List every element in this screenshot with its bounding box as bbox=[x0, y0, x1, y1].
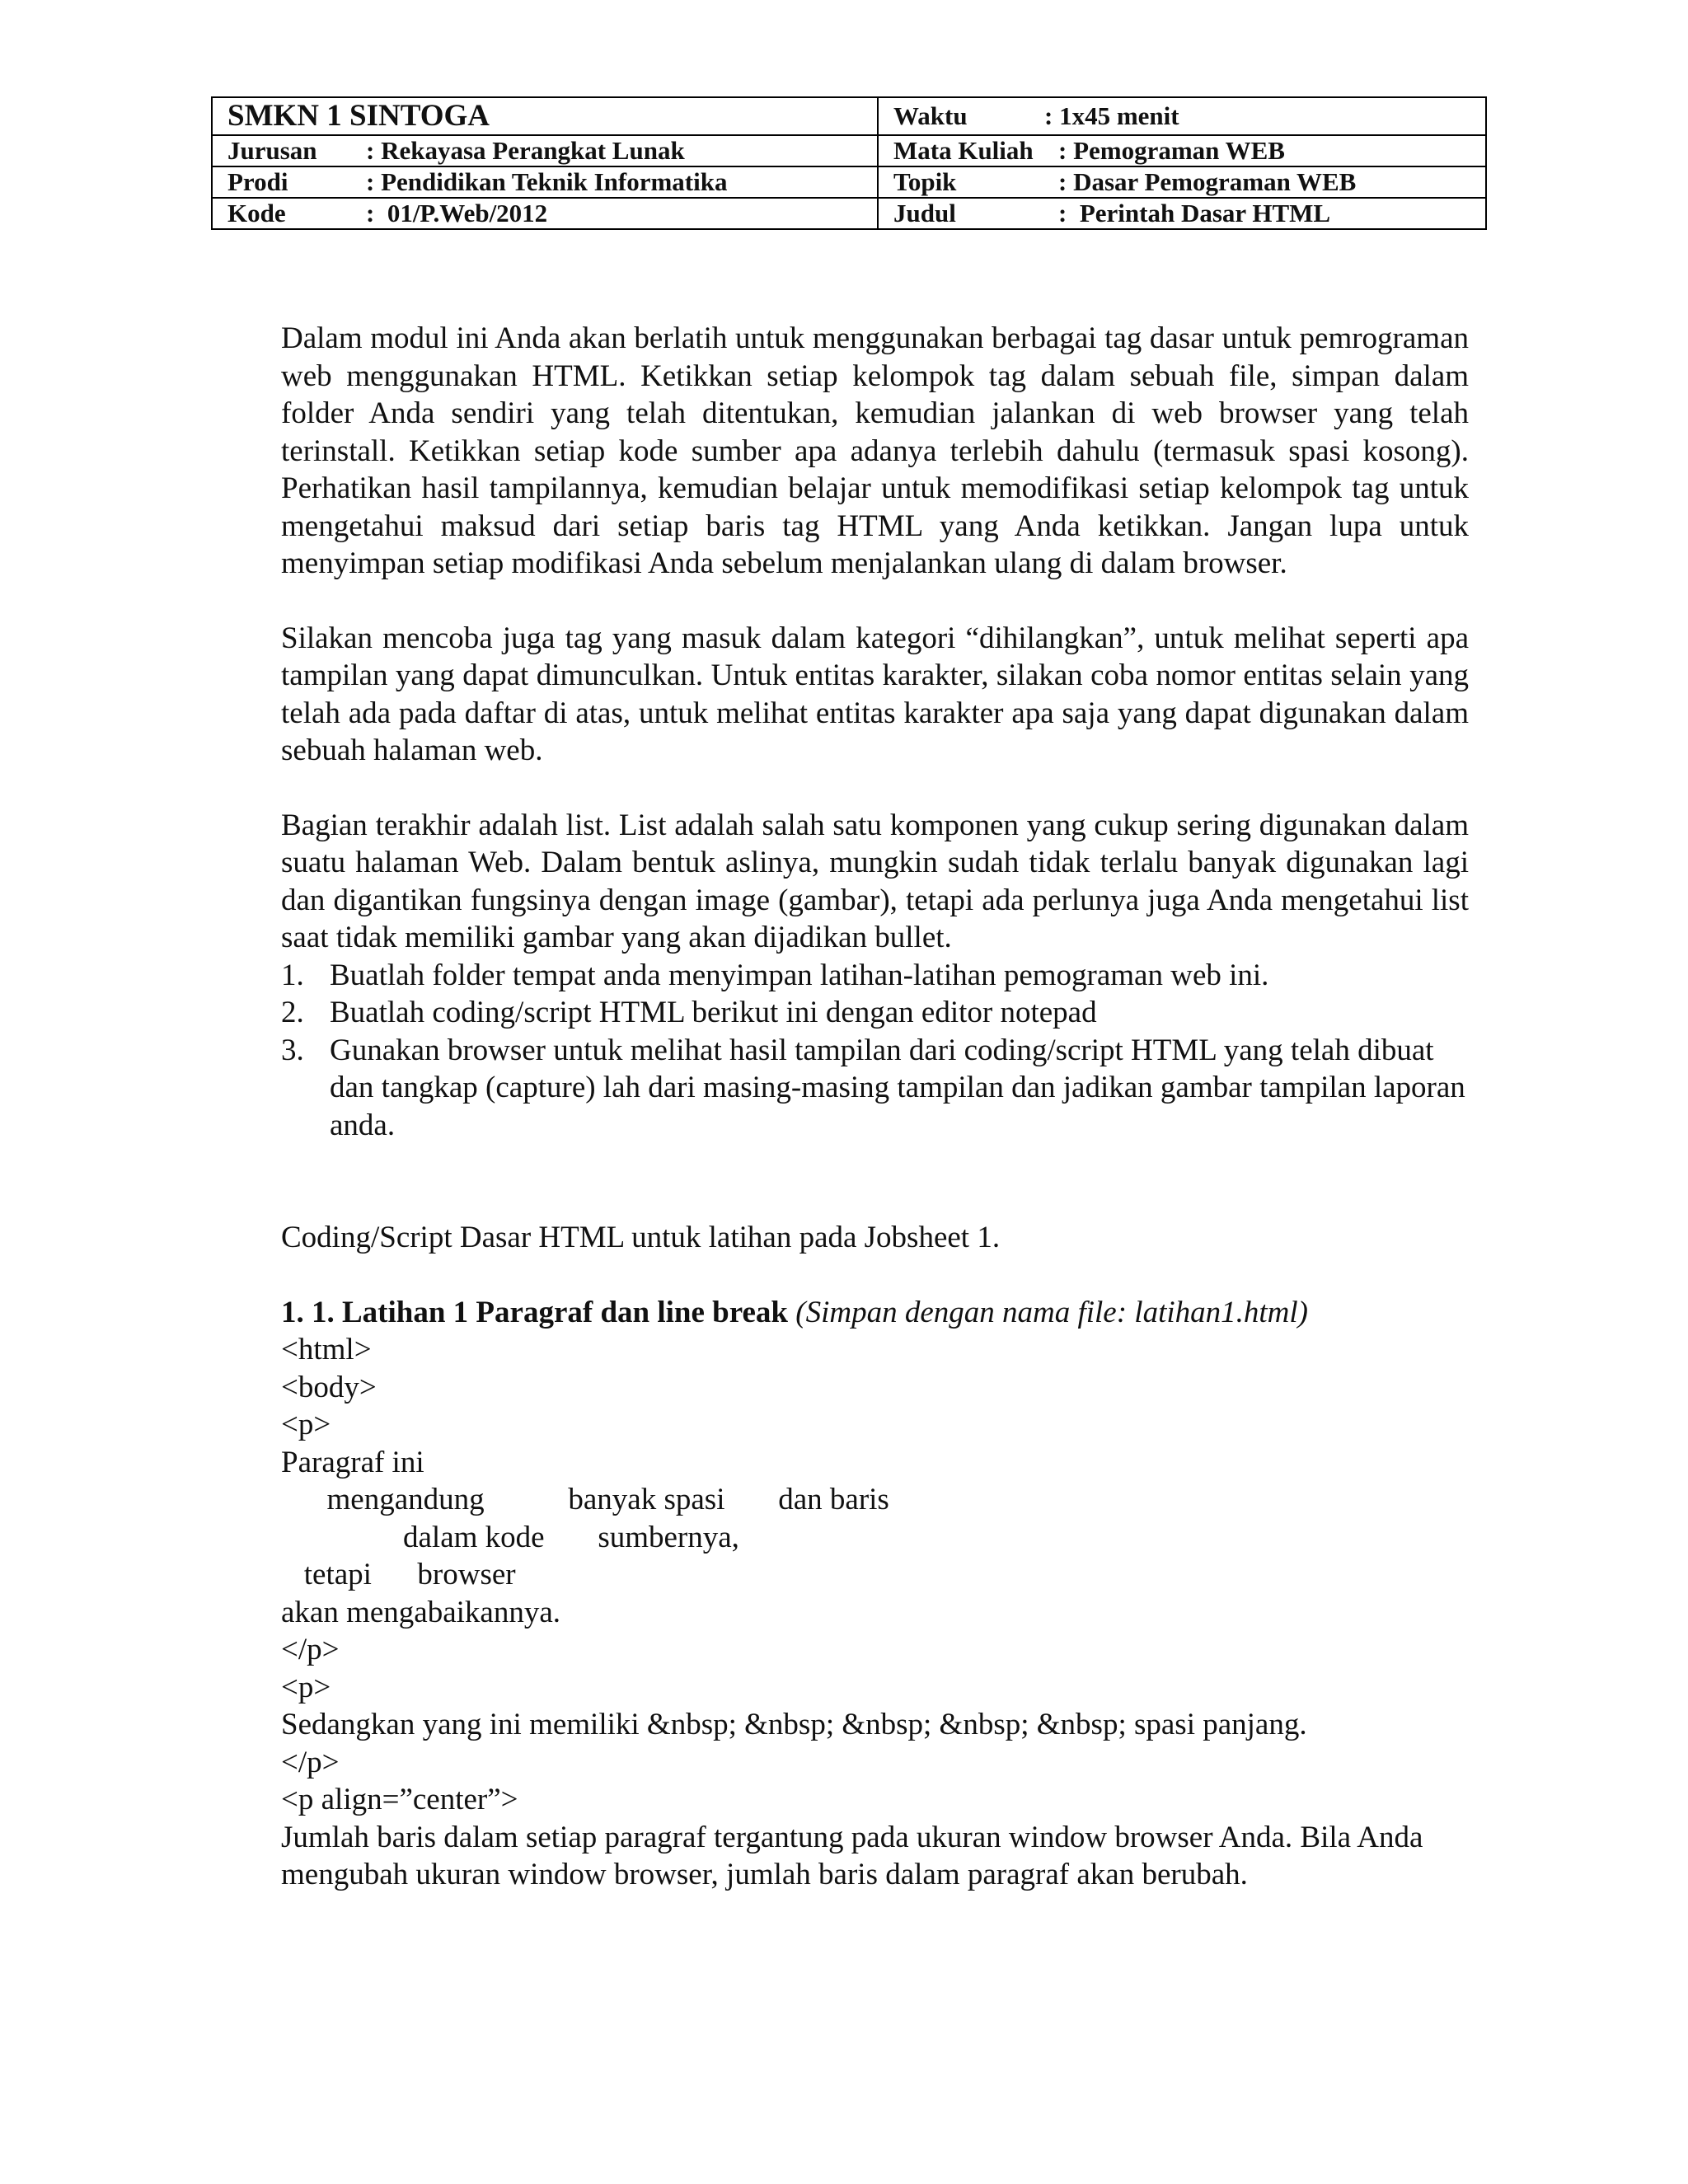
judul-cell bbox=[878, 198, 1486, 229]
code-line: <p> bbox=[281, 1670, 331, 1704]
spacer bbox=[281, 1144, 1469, 1219]
code-line: akan mengabaikannya. bbox=[281, 1595, 561, 1629]
header-table bbox=[211, 96, 1487, 230]
step-text: Buatlah coding/script HTML berikut ini dengan editor notepad bbox=[330, 996, 1097, 1029]
school-name: SMKN 1 SINTOGA bbox=[227, 98, 490, 133]
jurusan-label: Jurusan bbox=[227, 136, 317, 165]
code-block bbox=[281, 1331, 1469, 1894]
paragraph-list: Bagian terakhir adalah list. List adalah salah satu komponen yang cukup sering digunakan dalam suatu halaman Web. Dalam bentuk aslinya, mungkin sudah tidak terlalu banyak digunakan lagi dan digantikan fungsinya dengan image (gambar), tetapi ada perlunya juga Anda mengetahui list saat tidak memiliki gambar yang akan dijadikan bullet. bbox=[281, 808, 1469, 954]
prodi-label: Prodi bbox=[227, 167, 288, 196]
waktu-value: : 1x45 menit bbox=[1044, 101, 1179, 130]
latihan-title-filename: (Simpan dengan nama file: latihan1.html) bbox=[795, 1295, 1308, 1329]
spacer bbox=[281, 1257, 1469, 1294]
topik-value: : Dasar Pemograman WEB bbox=[1058, 167, 1357, 196]
paragraph-intro: Dalam modul ini Anda akan berlatih untuk menggunakan berbagai tag dasar untuk pemrograman web menggunakan HTML. Ketikkan setiap kelompok tag dalam sebuah file, simpan dalam folder Anda sendiri yang telah ditentukan, kemudian jalankan di web browser yang telah terinstall. Ketikkan setiap kode sumber apa adanya terlebih dahulu (termasuk spasi kosong). Perhatikan hasil tampilannya, kemudian belajar untuk memodifikasi setiap kelompok tag untuk mengetahui maksud dari setiap baris tag HTML yang Anda ketikkan. Jangan lupa untuk menyimpan setiap modifikasi Anda sebelum menjalankan ulang di dalam browser. bbox=[281, 321, 1469, 580]
kode-value: : 01/P.Web/2012 bbox=[366, 199, 548, 227]
code-paragraph: Jumlah baris dalam setiap paragraf tergantung pada ukuran window browser Anda. Bila Anda mengubah ukuran window browser, jumlah baris dalam paragraf akan berubah. bbox=[281, 1820, 1423, 1891]
mata-kuliah-label: Mata Kuliah bbox=[893, 136, 1034, 165]
header-row-school bbox=[212, 97, 1486, 135]
mata-kuliah-cell bbox=[878, 135, 1486, 166]
latihan-title-bold: 1. 1. Latihan 1 Paragraf dan line break bbox=[281, 1295, 788, 1329]
code-line: Paragraf ini bbox=[281, 1445, 424, 1479]
judul-label: Judul bbox=[893, 199, 956, 227]
latihan-title bbox=[281, 1294, 1469, 1332]
step-text: Gunakan browser untuk melihat hasil tampilan dari coding/script HTML yang telah dibuat dan tangkap (capture) lah dari masing-masing tampilan dan jadikan gambar tampilan laporan anda. bbox=[330, 1033, 1465, 1142]
list-item bbox=[281, 1032, 1469, 1145]
step-number: 2. bbox=[281, 996, 304, 1029]
code-line: <p> bbox=[281, 1408, 331, 1441]
jurusan-value: : Rekayasa Perangkat Lunak bbox=[366, 136, 685, 165]
step-text: Buatlah folder tempat anda menyimpan latihan-latihan pemograman web ini. bbox=[330, 958, 1269, 992]
header-row-prodi bbox=[212, 166, 1486, 198]
code-line: mengandung banyak spasi dan baris bbox=[281, 1483, 889, 1516]
topik-cell bbox=[878, 166, 1486, 198]
code-line: tetapi browser bbox=[281, 1558, 516, 1591]
list-item bbox=[281, 994, 1469, 1032]
step-number: 3. bbox=[281, 1033, 304, 1067]
kode-label: Kode bbox=[227, 199, 286, 227]
code-line: <body> bbox=[281, 1370, 377, 1404]
kode-cell bbox=[212, 198, 878, 229]
code-line: dalam kode sumbernya, bbox=[281, 1520, 739, 1554]
body-content bbox=[281, 320, 1469, 1894]
code-line: <html> bbox=[281, 1333, 372, 1366]
waktu-label: Waktu bbox=[893, 101, 968, 130]
prodi-value: : Pendidikan Teknik Informatika bbox=[366, 167, 728, 196]
code-line: Sedangkan yang ini memiliki &nbsp; &nbsp; &nbsp; &nbsp; &nbsp; spasi panjang. bbox=[281, 1708, 1307, 1741]
step-number: 1. bbox=[281, 958, 304, 992]
topik-label: Topik bbox=[893, 167, 957, 196]
judul-value: : Perintah Dasar HTML bbox=[1058, 199, 1331, 227]
waktu-cell bbox=[878, 97, 1486, 135]
code-line: </p> bbox=[281, 1633, 340, 1666]
school-name-cell bbox=[212, 97, 878, 135]
code-line: </p> bbox=[281, 1745, 340, 1779]
mata-kuliah-value: : Pemograman WEB bbox=[1058, 136, 1285, 165]
code-line: <p align=”center”> bbox=[281, 1783, 518, 1816]
paragraph-dihilangkan: Silakan mencoba juga tag yang masuk dalam kategori “dihilangkan”, untuk melihat seperti apa tampilan yang dapat dimunculkan. Untuk entitas karakter, silakan coba nomor entitas selain yang telah ada pada daftar di atas, untuk melihat entitas karakter apa saja yang dapat digunakan dalam sebuah halaman web. bbox=[281, 621, 1469, 767]
jurusan-cell bbox=[212, 135, 878, 166]
header-row-kode bbox=[212, 198, 1486, 229]
coding-intro: Coding/Script Dasar HTML untuk latihan pada Jobsheet 1. bbox=[281, 1221, 1001, 1254]
steps-list bbox=[281, 957, 1469, 1145]
prodi-cell bbox=[212, 166, 878, 198]
header-row-jurusan bbox=[212, 135, 1486, 166]
list-item bbox=[281, 957, 1469, 995]
